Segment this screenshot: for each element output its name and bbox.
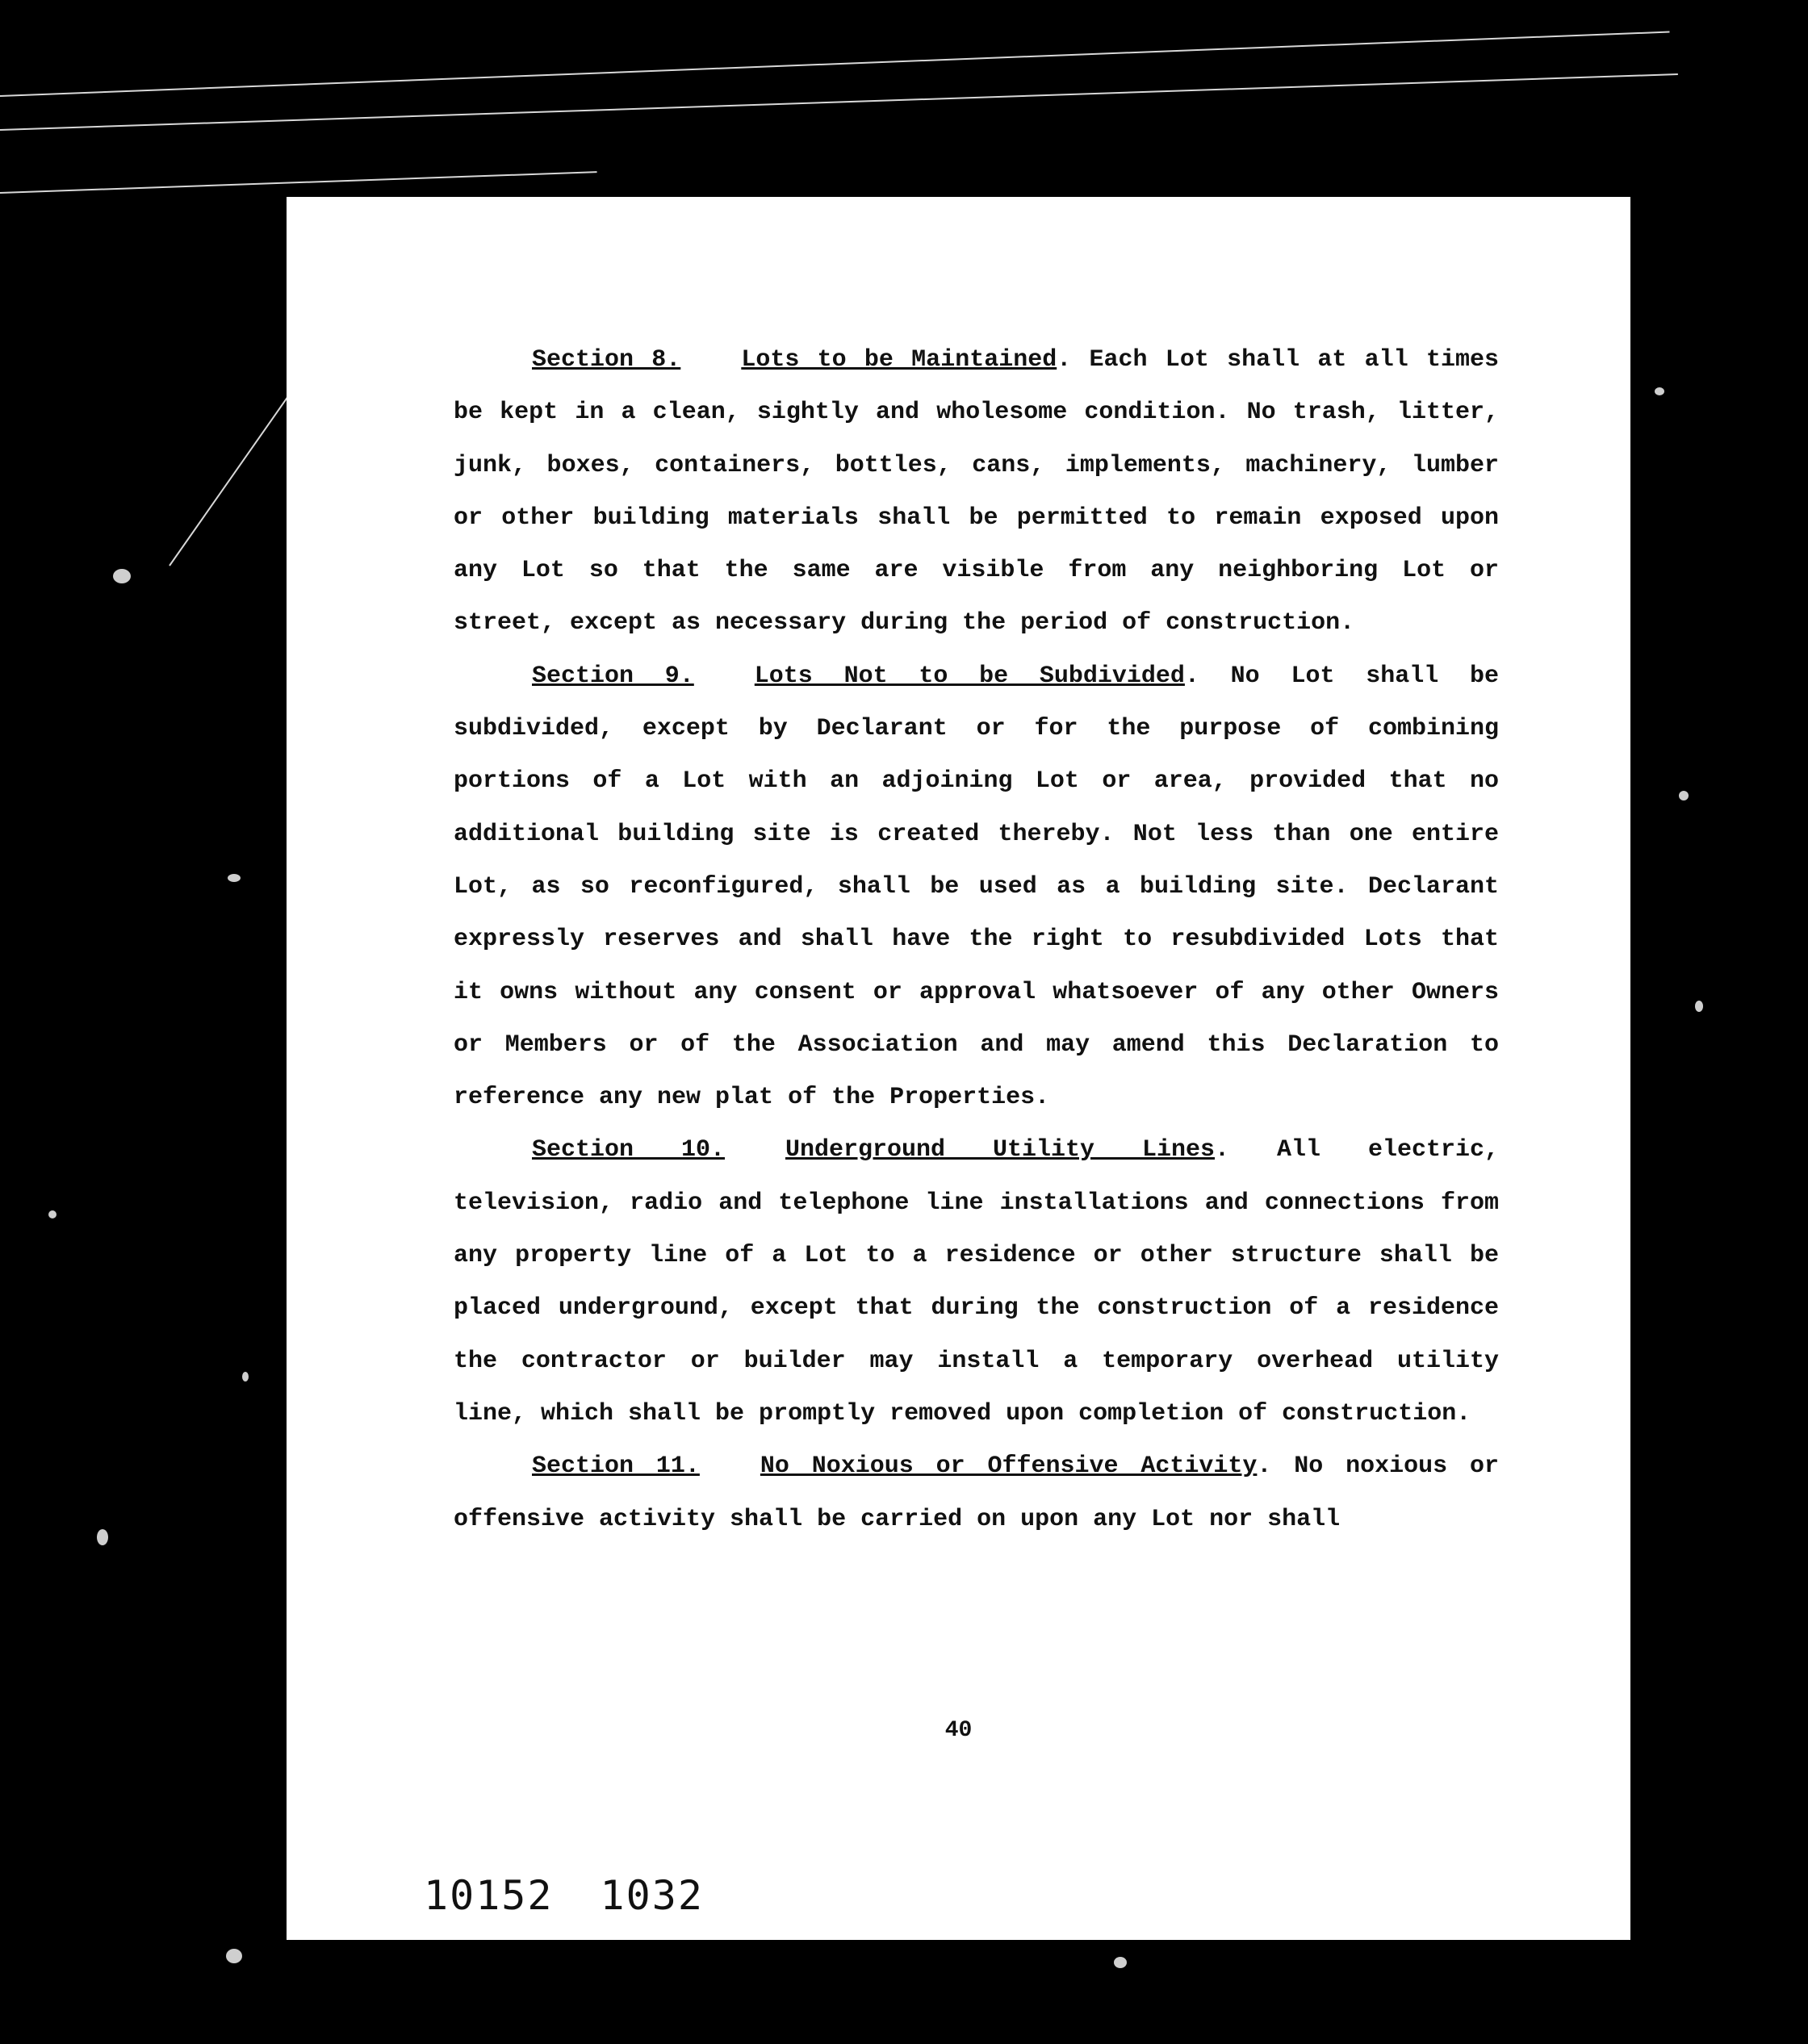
section-title: Lots to be Maintained <box>741 346 1057 374</box>
scan-artifact-speck <box>97 1529 108 1545</box>
scan-artifact-speck <box>113 569 131 583</box>
scan-artifact-speck <box>1655 387 1664 395</box>
scan-artifact-speck <box>1695 1001 1703 1012</box>
section-body: No Lot shall be subdivided, except by Declarant or for the purpose of combining portions of a Lot with an adjoining Lot or area, provided that no additional building site is created thereby. Not less than one entire Lot, as so reconfigured, shall be used as a building site. Declarant expressly reserves and shall have the right to resubdivided Lots that it owns without any consent or approval whatsoever of any other Owners or Members or of the Association and may amend this Declaration to reference any new plat of the Properties. <box>454 662 1499 1112</box>
scan-artifact-speck <box>228 874 241 882</box>
scan-artifact-line <box>0 31 1670 97</box>
recording-stamp <box>424 1872 704 1919</box>
stamp-page-number: 1032 <box>600 1872 704 1919</box>
section-body: Each Lot shall at all times be kept in a clean, sightly and wholesome condition. No trash, litter, junk, boxes, containers, bottles, cans, implements, machinery, lumber or other building materials shall be permitted to remain exposed upon any Lot so that the same are visible from any neighboring Lot or street, except as necessary during the period of construction. <box>454 346 1499 637</box>
section-number: Section 8. <box>532 346 681 374</box>
section-title: Underground Utility Lines <box>785 1136 1215 1164</box>
section-title: No Noxious or Offensive Activity <box>760 1453 1258 1481</box>
scan-artifact-speck <box>1679 791 1689 800</box>
stamp-book-number: 10152 <box>424 1872 554 1919</box>
scan-artifact-speck <box>1114 1957 1127 1968</box>
scan-artifact-speck <box>48 1210 56 1218</box>
scan-artifact-line <box>0 171 597 194</box>
section-body: No noxious or offensive activity shall be carried on upon any Lot nor shall <box>454 1453 1499 1533</box>
document-body <box>454 334 1499 1546</box>
document-page <box>287 197 1630 1940</box>
section-title: Lots Not to be Subdivided <box>754 662 1185 690</box>
scan-artifact-speck <box>242 1372 249 1381</box>
page-number: 40 <box>944 1718 973 1743</box>
section-number: Section 11. <box>532 1453 700 1481</box>
section-body: All electric, television, radio and telephone line installations and connections from any property line of a Lot to a residence or other structure shall be placed underground, except that during the construction of a residence the contractor or builder may install a temporary overhead utility line, which shall be promptly removed upon completion of construction. <box>454 1136 1499 1427</box>
scan-artifact-speck <box>226 1949 242 1963</box>
section-number: Section 9. <box>532 662 694 690</box>
section-paragraph: Section 8. Lots to be Maintained. Each Lot shall at all times be kept in a clean, sightly and wholesome condition. No trash, litter, junk, boxes, containers, bottles, cans, implements, machinery, lumber or other building materials shall be permitted to remain exposed upon any Lot so that the same are visible from any neighboring Lot or street, except as necessary during the period of construction. <box>454 346 1499 637</box>
scan-artifact-line <box>0 73 1678 131</box>
section-paragraph: Section 11. No Noxious or Offensive Activity. No noxious or offensive activity shall be carried on upon any Lot nor shall <box>454 1453 1499 1533</box>
section-number: Section 10. <box>532 1136 725 1164</box>
section-paragraph: Section 9. Lots Not to be Subdivided. No Lot shall be subdivided, except by Declarant or for the purpose of combining portions of a Lot with an adjoining Lot or area, provided that no additional building site is created thereby. Not less than one entire Lot, as so reconfigured, shall be used as a building site. Declarant expressly reserves and shall have the right to resubdivided Lots that it owns without any consent or approval whatsoever of any other Owners or Members or of the Association and may amend this Declaration to reference any new plat of the Properties. <box>454 662 1499 1112</box>
section-paragraph: Section 10. Underground Utility Lines. All electric, television, radio and telephone line installations and connections from any property line of a Lot to a residence or other structure shall be placed underground, except that during the construction of a residence the contractor or builder may install a temporary overhead utility line, which shall be promptly removed upon completion of construction. <box>454 1136 1499 1427</box>
